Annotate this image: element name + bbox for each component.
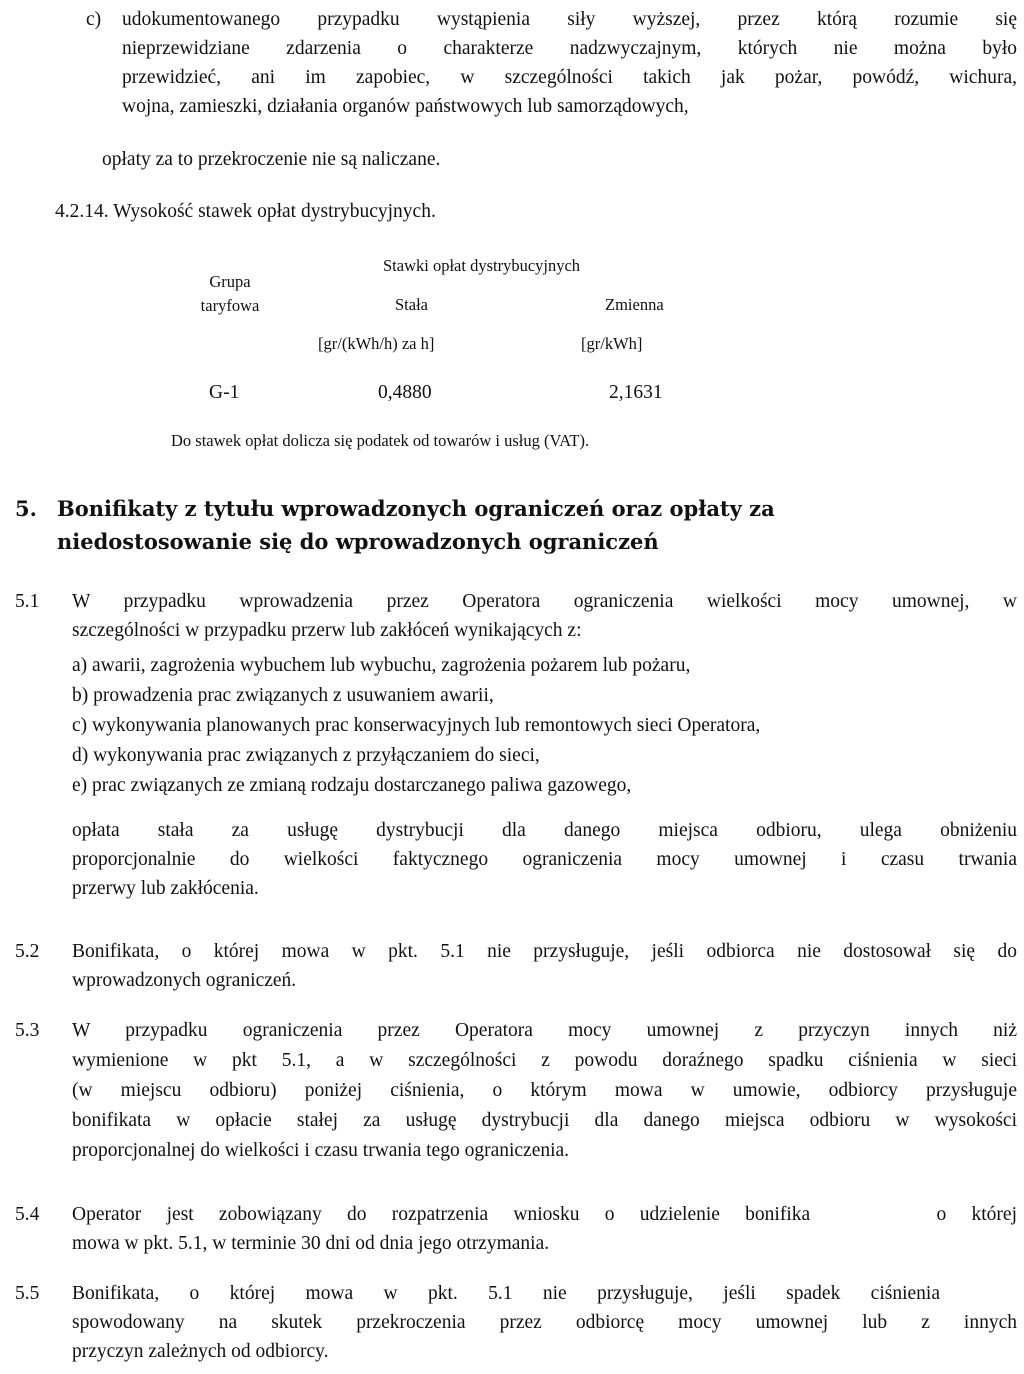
list-item — [72, 741, 760, 771]
list-marker: c) — [72, 715, 88, 736]
paragraph-5-1 — [72, 587, 1017, 645]
text-line: opłata stała za usługę dystrybucji dla danego miejsca odbioru, ulega obniżeniu — [72, 820, 1017, 841]
list-text: prowadzenia prac związanych z usuwaniem awarii, — [93, 685, 494, 706]
list-item — [72, 651, 760, 681]
paragraph-number: 5.3 — [15, 1020, 40, 1041]
text-line: przerwy lub zakłócenia. — [72, 878, 259, 899]
table-unit-fixed: [gr/(kWh/h) za h] — [318, 334, 435, 353]
paragraph-5-2 — [72, 937, 1017, 995]
list-marker: d) — [72, 745, 89, 766]
paragraph-5-5 — [72, 1279, 1017, 1366]
list-marker: a) — [72, 655, 88, 676]
text-line: wojna, zamieszki, działania organów państwowych lub samorządowych, — [122, 96, 689, 117]
table-header-variable: Zmienna — [605, 295, 664, 314]
text-line: (w miejscu odbioru) poniżej ciśnienia, o którym mowa w umowie, odbiorcy przysługuje — [72, 1080, 1017, 1101]
text-line: wymienione w pkt 5.1, a w szczególności z powodu doraźnego spadku ciśnienia w sieci — [72, 1050, 1017, 1071]
list-item — [72, 771, 760, 801]
section-title-line: niedostosowanie się do wprowadzonych ograniczeń — [57, 529, 659, 554]
text-line: bonifikata w opłacie stałej za usługę dystrybucji dla danego miejsca odbioru w wysokości — [72, 1110, 1017, 1131]
section-title-line: Bonifikaty z tytułu wprowadzonych ograniczeń oraz opłaty za — [57, 496, 775, 521]
text-line: przyczyn zależnych od odbiorcy. — [72, 1341, 329, 1362]
list-marker: b) — [72, 685, 89, 706]
text-line: Bonifikata, o której mowa w pkt. 5.1 nie przysługuje, jeśli spadek ciśnienia — [72, 1283, 940, 1304]
table-cell-group: G-1 — [209, 382, 240, 403]
list-text: wykonywania planowanych prac konserwacyjnych lub remontowych sieci Operatora, — [92, 715, 761, 736]
text-line: szczególności w przypadku przerw lub zakłóceń wynikających z: — [72, 620, 582, 641]
text-line: przewidzieć, ani im zapobiec, w szczególności takich jak pożar, powódź, wichura, — [122, 67, 1017, 88]
paragraph-item-c — [122, 5, 1017, 121]
list-item — [72, 711, 760, 741]
text-line: W przypadku wprowadzenia przez Operatora ograniczenia wielkości mocy umownej, w — [72, 591, 1017, 612]
paragraph-number: 5.4 — [15, 1204, 40, 1225]
table-cell-variable: 2,1631 — [609, 382, 663, 403]
table-unit-variable: [gr/kWh] — [581, 334, 643, 353]
paragraph-5-4 — [72, 1200, 1017, 1258]
table-header-rates: Stawki opłat dystrybucyjnych — [383, 256, 581, 275]
paragraph-number: 5.5 — [15, 1283, 40, 1304]
list-item — [72, 681, 760, 711]
text-line: udokumentowanego przypadku wystąpienia siły wyższej, przez którą rozumie się — [122, 9, 1017, 30]
table-header-fixed: Stała — [395, 295, 428, 314]
header-group-line: taryfowa — [200, 296, 260, 315]
list-text: wykonywania prac związanych z przyłączaniem do sieci, — [93, 745, 540, 766]
list-text: prac związanych ze zmianą rodzaju dostarczanego paliwa gazowego, — [92, 775, 632, 796]
header-group-line: Grupa — [209, 272, 251, 291]
section-heading-4-2-14: 4.2.14. Wysokość stawek opłat dystrybucyjnych. — [55, 201, 436, 222]
section-number-5: 5. — [15, 496, 37, 521]
text-line: mowa w pkt. 5.1, w terminie 30 dni od dnia jego otrzymania. — [72, 1233, 550, 1254]
text-line: proporcjonalnej do wielkości i czasu trwania tego ograniczenia. — [72, 1140, 570, 1161]
text-line: W przypadku ograniczenia przez Operatora mocy umownej z przyczyn innych niż — [72, 1020, 1017, 1041]
list-marker: c) — [86, 9, 102, 30]
text-line: proporcjonalnie do wielkości faktycznego ograniczenia mocy umownej i czasu trwania — [72, 849, 1017, 870]
fees-note: opłaty za to przekroczenie nie są naliczane. — [102, 149, 441, 170]
table-note-vat: Do stawek opłat dolicza się podatek od towarów i usług (VAT). — [171, 431, 590, 450]
text-line: Operator jest zobowiązany do rozpatrzenia wniosku o udzielenie bonifika o której — [72, 1204, 1017, 1225]
paragraph-5-1-closing — [72, 816, 1017, 903]
paragraph-number: 5.1 — [15, 591, 40, 612]
list-text: awarii, zagrożenia wybuchem lub wybuchu, zagrożenia pożarem lub pożaru, — [92, 655, 691, 676]
text-line: wprowadzonych ograniczeń. — [72, 970, 297, 991]
table-header-group — [165, 270, 295, 318]
list-marker: e) — [72, 775, 88, 796]
text-line: nieprzewidziane zdarzenia o charakterze nadzwyczajnym, których nie można było — [122, 38, 1017, 59]
paragraph-5-3 — [72, 1016, 1017, 1166]
text-line: spowodowany na skutek przekroczenia przez odbiorcę mocy umownej lub z innych — [72, 1312, 1017, 1333]
text-line: Bonifikata, o której mowa w pkt. 5.1 nie przysługuje, jeśli odbiorca nie dostosował się do — [72, 941, 1017, 962]
list-5-1 — [72, 651, 760, 801]
section-title-5 — [57, 492, 775, 558]
table-cell-fixed: 0,4880 — [378, 382, 432, 403]
paragraph-number: 5.2 — [15, 941, 40, 962]
